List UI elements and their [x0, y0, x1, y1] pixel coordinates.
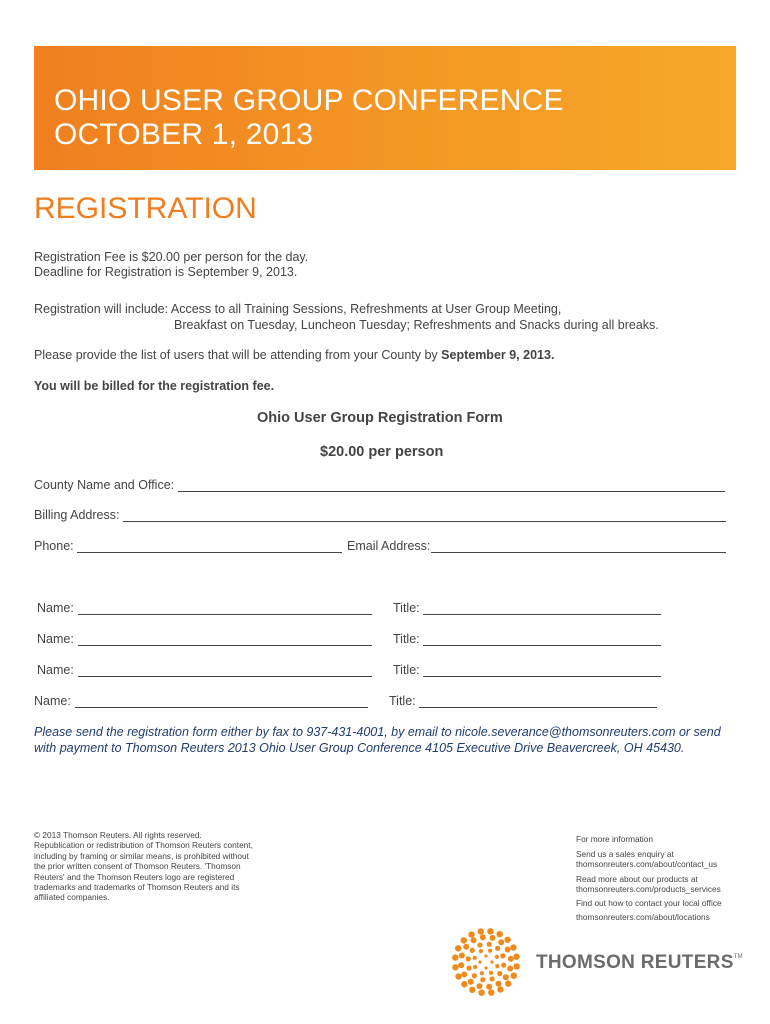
- products-label: Read more about our products at: [576, 874, 698, 884]
- logo-dot: [455, 973, 461, 979]
- billing-address-field[interactable]: [123, 521, 726, 522]
- attendee-title-field[interactable]: [423, 645, 661, 646]
- logo-dot: [490, 935, 496, 941]
- brand-name: [536, 952, 743, 974]
- logo-dot: [484, 954, 487, 957]
- logo-dot: [470, 948, 475, 953]
- logo-dot: [495, 955, 499, 959]
- logo-dot: [488, 949, 492, 953]
- logo-dot: [490, 960, 493, 963]
- logo-dot: [455, 945, 461, 951]
- form-title: Ohio User Group Registration Form: [257, 410, 503, 426]
- logo-dot: [508, 956, 514, 962]
- phone-label: Phone:: [34, 539, 74, 553]
- thomson-reuters-logo-icon: [452, 928, 520, 996]
- copyright-line: Reuters' and the Thomson Reuters logo are registered: [34, 871, 235, 882]
- copyright-line: trademarks and trademarks of Thomson Reuters and its: [34, 882, 240, 893]
- logo-dot: [479, 949, 483, 953]
- logo-dot: [463, 944, 469, 950]
- fee-text: Registration Fee is $20.00 per person for the day.: [34, 250, 309, 264]
- logo-dot: [495, 981, 501, 987]
- logo-dot: [484, 966, 487, 969]
- logo-dot: [478, 960, 481, 963]
- logo-dot: [505, 980, 511, 986]
- logo-dot: [469, 987, 475, 993]
- provide-list-text: [34, 348, 554, 362]
- logo-dot: [505, 947, 511, 953]
- logo-dot: [510, 944, 516, 950]
- logo-dot: [487, 942, 492, 947]
- conference-title: OHIO USER GROUP CONFERENCE: [54, 84, 564, 117]
- includes-text-2: Breakfast on Tuesday, Luncheon Tuesday; Refreshments and Snacks during all breaks.: [174, 318, 659, 332]
- logo-dot: [496, 931, 502, 937]
- attendee-name-field[interactable]: [78, 676, 372, 677]
- logo-dot: [473, 965, 477, 969]
- attendee-title-label: Title:: [393, 601, 420, 615]
- logo-dot: [513, 963, 519, 969]
- copyright-notice: [34, 830, 294, 903]
- includes-text-1: Registration will include: Access to all Training Sessions, Refreshments at User Group Meeting,: [34, 302, 562, 316]
- trademark-mark: TM: [733, 954, 743, 960]
- office-label: Find out how to contact your local office: [576, 898, 722, 908]
- copyright-line: the prior written consent of Thomson Reuters. 'Thomson: [34, 861, 241, 872]
- logo-dot: [503, 974, 509, 980]
- logo-dot: [489, 971, 493, 975]
- instructions-line-2: with payment to Thomson Reuters 2013 Ohio User Group Conference 4105 Executive Drive Beavercreek, OH 45430.: [34, 741, 685, 755]
- logo-dot: [477, 942, 482, 947]
- copyright-line: including by framing or similar means, is prohibited without: [34, 850, 249, 861]
- logo-dot: [466, 966, 471, 971]
- logo-dot: [495, 964, 499, 968]
- logo-dot: [478, 928, 484, 934]
- attendee-name-field[interactable]: [78, 614, 372, 615]
- attendee-name-label: Name:: [37, 601, 74, 615]
- logo-dot: [461, 937, 467, 943]
- logo-dot: [507, 966, 513, 972]
- logo-dot: [468, 979, 474, 985]
- sales-enquiry-link[interactable]: thomsonreuters.com/about/contact_us: [576, 859, 718, 869]
- logo-dot: [490, 976, 495, 981]
- logo-dot: [452, 954, 458, 960]
- conference-date: OCTOBER 1, 2013: [54, 118, 314, 151]
- attendee-title-label: Title:: [393, 663, 420, 677]
- county-label: County Name and Office:: [34, 478, 175, 492]
- logo-dot: [471, 937, 477, 943]
- more-info-label: For more information: [576, 834, 654, 844]
- email-field[interactable]: [431, 552, 726, 553]
- logo-dot: [472, 973, 477, 978]
- logo-dot: [513, 954, 519, 960]
- brand-text: THOMSON REUTERS: [536, 952, 734, 973]
- logo-dot: [511, 972, 517, 978]
- deadline-text: Deadline for Registration is September 9, 2013.: [34, 265, 298, 279]
- attendee-name-label: Name:: [34, 694, 71, 708]
- locations-link[interactable]: thomsonreuters.com/about/locations: [576, 912, 710, 922]
- logo-dot: [468, 931, 474, 937]
- billing-label: Billing Address:: [34, 508, 120, 522]
- attendee-title-label: Title:: [389, 694, 416, 708]
- copyright-line: Republication or redistribution of Thomson Reuters content,: [34, 840, 253, 851]
- logo-dot: [504, 937, 510, 943]
- copyright-line: affiliated companies.: [34, 892, 110, 903]
- logo-dot: [473, 956, 477, 960]
- logo-dot: [466, 956, 471, 961]
- attendee-title-field[interactable]: [423, 676, 661, 677]
- provide-list-date: September 9, 2013.: [441, 348, 555, 362]
- logo-dot: [487, 928, 493, 934]
- logo-dot: [458, 962, 464, 968]
- provide-list-label: Please provide the list of users that will be attending from your County by: [34, 348, 442, 362]
- attendee-title-field[interactable]: [423, 614, 661, 615]
- products-link[interactable]: thomsonreuters.com/products_services: [576, 884, 721, 894]
- logo-dot: [498, 939, 504, 945]
- county-field[interactable]: [178, 491, 725, 492]
- sales-enquiry-label: Send us a sales enquiry at: [576, 849, 674, 859]
- logo-dot: [461, 981, 467, 987]
- attendee-name-field[interactable]: [78, 645, 372, 646]
- logo-dot: [452, 964, 458, 970]
- logo-dot: [501, 963, 506, 968]
- logo-dot: [500, 953, 505, 958]
- attendee-name-label: Name:: [37, 632, 74, 646]
- billing-notice: You will be billed for the registration fee.: [34, 379, 275, 393]
- logo-dot: [461, 971, 467, 977]
- attendee-name-field[interactable]: [75, 707, 368, 708]
- logo-dot: [478, 989, 484, 995]
- email-label: Email Address:: [347, 539, 431, 553]
- logo-dot: [476, 983, 482, 989]
- logo-dot: [459, 952, 465, 958]
- attendee-title-label: Title:: [393, 632, 420, 646]
- logo-dot: [480, 934, 486, 940]
- logo-dot: [495, 946, 500, 951]
- logo-dot: [488, 989, 494, 995]
- form-price: $20.00 per person: [320, 444, 444, 460]
- logo-dot: [480, 977, 485, 982]
- phone-field[interactable]: [77, 552, 342, 553]
- logo-dot: [497, 971, 502, 976]
- attendee-title-field[interactable]: [419, 707, 657, 708]
- instructions-line-1: Please send the registration form either by fax to 937-431-4001, by email to nicole.severance@thomsonreuters.com or send: [34, 725, 721, 739]
- copyright-line: © 2013 Thomson Reuters. All rights reserved.: [34, 830, 202, 840]
- attendee-name-label: Name:: [37, 663, 74, 677]
- logo-dot: [480, 971, 484, 975]
- logo-dot: [497, 986, 503, 992]
- registration-heading: REGISTRATION: [34, 192, 257, 225]
- logo-dot: [486, 984, 492, 990]
